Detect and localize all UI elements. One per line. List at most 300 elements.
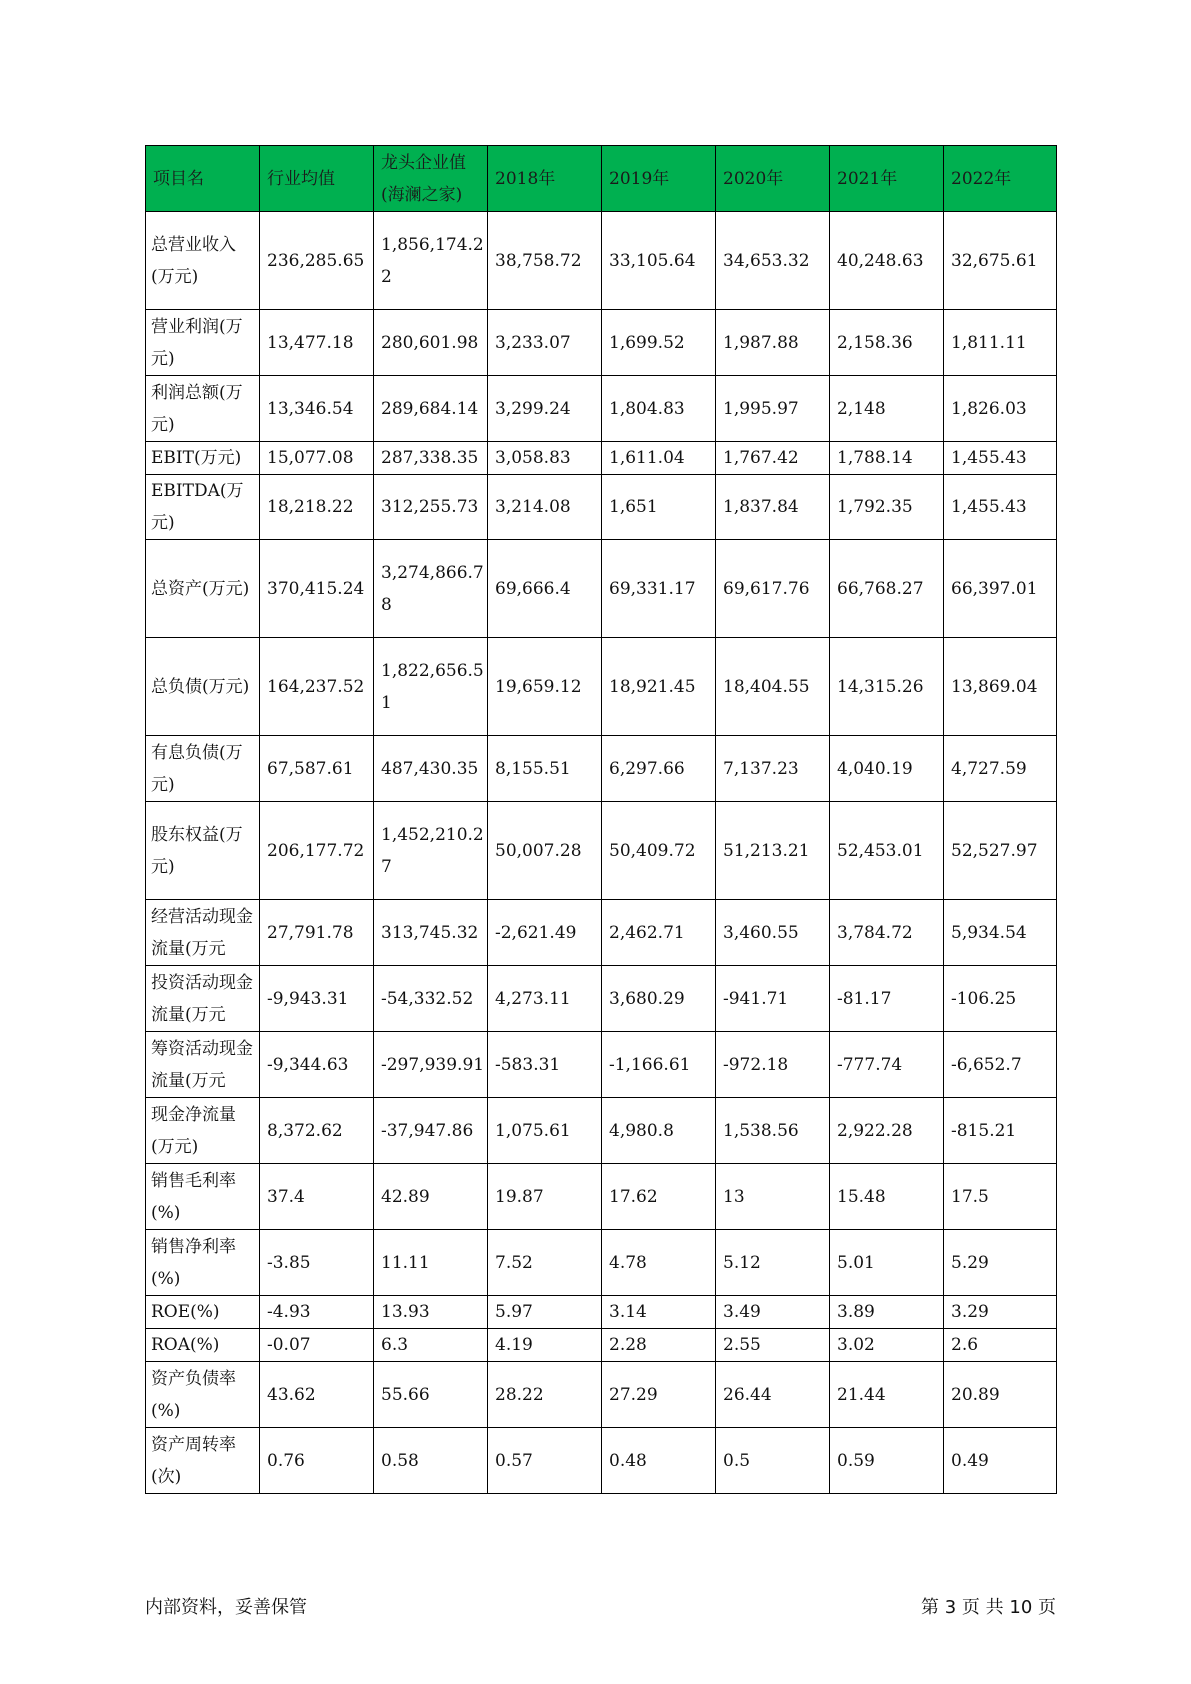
cell-value: -2,621.49	[495, 922, 577, 943]
value-cell	[488, 442, 602, 475]
value-cell	[716, 1230, 830, 1296]
value-cell	[488, 1428, 602, 1494]
row-label-cell	[146, 540, 260, 638]
value-cell	[488, 638, 602, 736]
value-cell	[374, 1362, 488, 1428]
cell-value: 2,148	[837, 398, 886, 419]
cell-value: 33,105.64	[609, 250, 696, 271]
value-cell	[716, 540, 830, 638]
cell-value: 0.49	[951, 1450, 989, 1471]
cell-value: 37.4	[267, 1186, 305, 1207]
cell-value: -972.18	[723, 1054, 789, 1075]
cell-value: 1,699.52	[609, 332, 685, 353]
cell-value: 0.5	[723, 1450, 751, 1471]
row-label-cell	[146, 1428, 260, 1494]
value-cell	[260, 212, 374, 310]
row-label-cell	[146, 900, 260, 966]
row-label-cell	[146, 310, 260, 376]
value-cell	[716, 310, 830, 376]
value-cell	[260, 1329, 374, 1362]
value-cell	[830, 900, 944, 966]
value-cell	[488, 310, 602, 376]
value-cell	[944, 1098, 1057, 1164]
cell-value: 1,826.03	[951, 398, 1027, 419]
cell-value: 0.59	[837, 1450, 875, 1471]
cell-value: 8,155.51	[495, 758, 571, 779]
row-label: 资产负债率(%)	[151, 1368, 236, 1421]
cell-value: 13,346.54	[267, 398, 354, 419]
cell-value: 40,248.63	[837, 250, 924, 271]
value-cell	[944, 1230, 1057, 1296]
table-row	[146, 1428, 1057, 1494]
cell-value: 1,837.84	[723, 497, 799, 517]
cell-value: 4,980.8	[609, 1120, 674, 1141]
value-cell	[716, 1032, 830, 1098]
value-cell	[260, 1296, 374, 1329]
cell-value: 2,158.36	[837, 332, 913, 353]
cell-value: 1,538.56	[723, 1120, 799, 1141]
row-label: 总资产(万元)	[151, 578, 250, 599]
cell-value: 1,822,656.51	[381, 660, 484, 713]
value-cell	[602, 1428, 716, 1494]
cell-value: 27,791.78	[267, 922, 354, 943]
cell-value: 312,255.73	[381, 497, 479, 517]
value-cell	[260, 1362, 374, 1428]
header-cell: 2022年	[944, 146, 1057, 212]
value-cell	[260, 1164, 374, 1230]
value-cell	[944, 638, 1057, 736]
row-label: 股东权益(万元)	[151, 824, 243, 877]
value-cell	[488, 1098, 602, 1164]
cell-value: 313,745.32	[381, 922, 479, 943]
cell-value: 69,617.76	[723, 578, 810, 599]
cell-value: 3.02	[837, 1335, 875, 1355]
cell-value: 4.19	[495, 1335, 533, 1355]
cell-value: 6.3	[381, 1335, 409, 1355]
value-cell	[488, 1329, 602, 1362]
value-cell	[602, 802, 716, 900]
table-row	[146, 442, 1057, 475]
table-row	[146, 212, 1057, 310]
cell-value: 2.55	[723, 1335, 761, 1355]
value-cell	[830, 1329, 944, 1362]
cell-value: 280,601.98	[381, 332, 479, 353]
value-cell	[830, 1164, 944, 1230]
row-label-cell	[146, 966, 260, 1032]
cell-value: -941.71	[723, 988, 789, 1009]
cell-value: 15.48	[837, 1186, 886, 1207]
value-cell	[260, 1428, 374, 1494]
value-cell	[488, 540, 602, 638]
row-label: 筹资活动现金流量(万元	[151, 1038, 253, 1091]
value-cell	[602, 540, 716, 638]
cell-value: 370,415.24	[267, 578, 365, 599]
table-row	[146, 475, 1057, 540]
cell-value: 1,767.42	[723, 448, 799, 468]
value-cell	[830, 1362, 944, 1428]
row-label: ROE(%)	[151, 1302, 220, 1322]
value-cell	[716, 638, 830, 736]
cell-value: 51,213.21	[723, 840, 810, 861]
cell-value: 1,792.35	[837, 497, 913, 517]
cell-value: 3,233.07	[495, 332, 571, 353]
cell-value: -297,939.91	[381, 1054, 485, 1075]
value-cell	[716, 900, 830, 966]
table-header-row	[146, 146, 1057, 212]
cell-value: -815.21	[951, 1120, 1017, 1141]
table-row	[146, 1032, 1057, 1098]
value-cell	[260, 1098, 374, 1164]
cell-value: 2,922.28	[837, 1120, 913, 1141]
row-label: 销售净利率(%)	[151, 1236, 236, 1289]
row-label: ROA(%)	[151, 1335, 220, 1355]
row-label-cell	[146, 1296, 260, 1329]
value-cell	[830, 966, 944, 1032]
value-cell	[716, 376, 830, 442]
value-cell	[716, 1428, 830, 1494]
cell-value: 1,856,174.22	[381, 234, 484, 287]
value-cell	[830, 540, 944, 638]
cell-value: 4,040.19	[837, 758, 913, 779]
value-cell	[602, 212, 716, 310]
value-cell	[830, 1098, 944, 1164]
cell-value: 3.29	[951, 1302, 989, 1322]
value-cell	[716, 802, 830, 900]
header-cell: 2020年	[716, 146, 830, 212]
value-cell	[716, 1362, 830, 1428]
cell-value: 19,659.12	[495, 676, 582, 697]
value-cell	[260, 310, 374, 376]
cell-value: 236,285.65	[267, 250, 365, 271]
value-cell	[716, 475, 830, 540]
value-cell	[488, 1296, 602, 1329]
cell-value: 34,653.32	[723, 250, 810, 271]
cell-value: 50,409.72	[609, 840, 696, 861]
value-cell	[374, 1230, 488, 1296]
value-cell	[488, 1230, 602, 1296]
value-cell	[488, 900, 602, 966]
table-row	[146, 1098, 1057, 1164]
cell-value: 55.66	[381, 1384, 430, 1405]
table-row	[146, 736, 1057, 802]
cell-value: 1,611.04	[609, 448, 685, 468]
value-cell	[488, 1032, 602, 1098]
row-label: 资产周转率(次)	[151, 1434, 236, 1487]
row-label-cell	[146, 1230, 260, 1296]
cell-value: 17.5	[951, 1186, 989, 1207]
cell-value: 4,273.11	[495, 988, 571, 1009]
cell-value: -37,947.86	[381, 1120, 474, 1141]
value-cell	[944, 736, 1057, 802]
cell-value: 8,372.62	[267, 1120, 343, 1141]
row-label-cell	[146, 442, 260, 475]
value-cell	[716, 1329, 830, 1362]
header-cell-text: 龙头企业值(海澜之家)	[381, 152, 466, 205]
value-cell	[830, 310, 944, 376]
value-cell	[716, 736, 830, 802]
value-cell	[260, 802, 374, 900]
header-cell: 2019年	[602, 146, 716, 212]
value-cell	[716, 1098, 830, 1164]
value-cell	[260, 442, 374, 475]
header-cell: 2018年	[488, 146, 602, 212]
value-cell	[602, 1329, 716, 1362]
value-cell	[374, 900, 488, 966]
cell-value: 287,338.35	[381, 448, 479, 468]
value-cell	[944, 1296, 1057, 1329]
table-row	[146, 802, 1057, 900]
cell-value: -81.17	[837, 988, 892, 1009]
header-cell	[374, 146, 488, 212]
value-cell	[488, 212, 602, 310]
row-label-cell	[146, 475, 260, 540]
value-cell	[944, 1329, 1057, 1362]
cell-value: 3,299.24	[495, 398, 571, 419]
value-cell	[488, 475, 602, 540]
table-row	[146, 1230, 1057, 1296]
row-label: 现金净流量(万元)	[151, 1104, 236, 1157]
value-cell	[944, 310, 1057, 376]
value-cell	[716, 966, 830, 1032]
value-cell	[716, 1296, 830, 1329]
cell-value: -3.85	[267, 1252, 311, 1273]
table-row	[146, 900, 1057, 966]
cell-value: 164,237.52	[267, 676, 365, 697]
table-row	[146, 966, 1057, 1032]
table-row	[146, 638, 1057, 736]
cell-value: 7.52	[495, 1252, 533, 1273]
value-cell	[374, 442, 488, 475]
value-cell	[374, 1329, 488, 1362]
value-cell	[374, 475, 488, 540]
cell-value: 50,007.28	[495, 840, 582, 861]
value-cell	[944, 376, 1057, 442]
value-cell	[944, 966, 1057, 1032]
cell-value: 14,315.26	[837, 676, 924, 697]
row-label: 营业利润(万元)	[151, 316, 243, 369]
cell-value: 19.87	[495, 1186, 544, 1207]
row-label: 销售毛利率(%)	[151, 1170, 236, 1223]
value-cell	[944, 1164, 1057, 1230]
cell-value: 1,811.11	[951, 332, 1027, 353]
value-cell	[602, 638, 716, 736]
cell-value: 4.78	[609, 1252, 647, 1273]
cell-value: 69,666.4	[495, 578, 571, 599]
value-cell	[374, 736, 488, 802]
cell-value: 2.28	[609, 1335, 647, 1355]
row-label: 利润总额(万元)	[151, 382, 243, 435]
row-label-cell	[146, 1164, 260, 1230]
cell-value: 18,921.45	[609, 676, 696, 697]
value-cell	[488, 736, 602, 802]
value-cell	[944, 900, 1057, 966]
row-label-cell	[146, 1329, 260, 1362]
value-cell	[488, 1164, 602, 1230]
cell-value: 1,455.43	[951, 448, 1027, 468]
value-cell	[944, 442, 1057, 475]
value-cell	[944, 475, 1057, 540]
header-cell: 项目名	[146, 146, 260, 212]
value-cell	[830, 475, 944, 540]
value-cell	[602, 376, 716, 442]
row-label-cell	[146, 376, 260, 442]
row-label: 投资活动现金流量(万元	[151, 972, 253, 1025]
financial-table	[145, 145, 1057, 1494]
value-cell	[260, 900, 374, 966]
value-cell	[260, 1032, 374, 1098]
cell-value: -9,943.31	[267, 988, 349, 1009]
cell-value: -6,652.7	[951, 1054, 1022, 1075]
cell-value: 52,453.01	[837, 840, 924, 861]
cell-value: 3,274,866.78	[381, 562, 484, 615]
row-label: EBIT(万元)	[151, 448, 242, 468]
row-label: 总营业收入(万元)	[151, 234, 236, 287]
table-row	[146, 1296, 1057, 1329]
cell-value: 0.58	[381, 1450, 419, 1471]
cell-value: 289,684.14	[381, 398, 479, 419]
row-label-cell	[146, 736, 260, 802]
cell-value: 3.89	[837, 1302, 875, 1322]
table-row	[146, 1329, 1057, 1362]
value-cell	[716, 1164, 830, 1230]
value-cell	[830, 1230, 944, 1296]
cell-value: 3.49	[723, 1302, 761, 1322]
cell-value: 6,297.66	[609, 758, 685, 779]
value-cell	[260, 376, 374, 442]
row-label-cell	[146, 1098, 260, 1164]
cell-value: 206,177.72	[267, 840, 365, 861]
cell-value: 32,675.61	[951, 250, 1038, 271]
cell-value: 28.22	[495, 1384, 544, 1405]
value-cell	[374, 1098, 488, 1164]
cell-value: -0.07	[267, 1335, 311, 1355]
cell-value: 3.14	[609, 1302, 647, 1322]
cell-value: 18,218.22	[267, 497, 354, 517]
value-cell	[602, 1230, 716, 1296]
value-cell	[260, 736, 374, 802]
cell-value: 0.76	[267, 1450, 305, 1471]
table-row	[146, 1362, 1057, 1428]
cell-value: 3,680.29	[609, 988, 685, 1009]
value-cell	[374, 540, 488, 638]
value-cell	[716, 442, 830, 475]
cell-value: 27.29	[609, 1384, 658, 1405]
cell-value: 69,331.17	[609, 578, 696, 599]
value-cell	[488, 966, 602, 1032]
value-cell	[602, 736, 716, 802]
value-cell	[260, 966, 374, 1032]
row-label: 经营活动现金流量(万元	[151, 906, 253, 959]
cell-value: 5.01	[837, 1252, 875, 1273]
footer-page-number: 第 3 页 共 10 页	[921, 1597, 1056, 1618]
value-cell	[830, 638, 944, 736]
footer-confidential-note: 内部资料，妥善保管	[145, 1597, 307, 1618]
value-cell	[830, 1032, 944, 1098]
value-cell	[602, 310, 716, 376]
cell-value: 3,784.72	[837, 922, 913, 943]
value-cell	[260, 638, 374, 736]
header-cell: 2021年	[830, 146, 944, 212]
cell-value: 1,987.88	[723, 332, 799, 353]
row-label: 总负债(万元)	[151, 676, 250, 697]
value-cell	[602, 900, 716, 966]
value-cell	[944, 1032, 1057, 1098]
value-cell	[944, 540, 1057, 638]
cell-value: 2.6	[951, 1335, 979, 1355]
table-row	[146, 1164, 1057, 1230]
cell-value: 3,214.08	[495, 497, 571, 517]
table-row	[146, 540, 1057, 638]
cell-value: 4,727.59	[951, 758, 1027, 779]
cell-value: 67,587.61	[267, 758, 354, 779]
value-cell	[830, 442, 944, 475]
cell-value: 7,137.23	[723, 758, 799, 779]
value-cell	[830, 802, 944, 900]
cell-value: 5,934.54	[951, 922, 1027, 943]
table-row	[146, 376, 1057, 442]
value-cell	[830, 212, 944, 310]
value-cell	[944, 212, 1057, 310]
cell-value: 1,788.14	[837, 448, 913, 468]
cell-value: 43.62	[267, 1384, 316, 1405]
value-cell	[260, 1230, 374, 1296]
value-cell	[830, 1296, 944, 1329]
cell-value: 17.62	[609, 1186, 658, 1207]
value-cell	[830, 1428, 944, 1494]
value-cell	[374, 1428, 488, 1494]
cell-value: 13	[723, 1186, 745, 1207]
value-cell	[374, 1032, 488, 1098]
value-cell	[602, 966, 716, 1032]
value-cell	[830, 376, 944, 442]
cell-value: 11.11	[381, 1252, 430, 1273]
cell-value: 15,077.08	[267, 448, 354, 468]
row-label: 有息负债(万元)	[151, 742, 243, 795]
cell-value: 20.89	[951, 1384, 1000, 1405]
cell-value: 487,430.35	[381, 758, 479, 779]
cell-value: 3,058.83	[495, 448, 571, 468]
value-cell	[602, 442, 716, 475]
header-cell: 行业均值	[260, 146, 374, 212]
row-label-cell	[146, 1362, 260, 1428]
cell-value: -583.31	[495, 1054, 561, 1075]
cell-value: 3,460.55	[723, 922, 799, 943]
row-label-cell	[146, 802, 260, 900]
cell-value: -106.25	[951, 988, 1017, 1009]
value-cell	[944, 1428, 1057, 1494]
cell-value: -1,166.61	[609, 1054, 691, 1075]
cell-value: 0.57	[495, 1450, 533, 1471]
value-cell	[374, 638, 488, 736]
row-label-cell	[146, 1032, 260, 1098]
value-cell	[602, 1032, 716, 1098]
value-cell	[374, 1164, 488, 1230]
cell-value: 1,075.61	[495, 1120, 571, 1141]
cell-value: 52,527.97	[951, 840, 1038, 861]
value-cell	[374, 212, 488, 310]
cell-value: -54,332.52	[381, 988, 474, 1009]
value-cell	[602, 475, 716, 540]
value-cell	[260, 540, 374, 638]
cell-value: -777.74	[837, 1054, 903, 1075]
cell-value: 1,804.83	[609, 398, 685, 419]
value-cell	[488, 802, 602, 900]
value-cell	[602, 1098, 716, 1164]
value-cell	[374, 966, 488, 1032]
value-cell	[260, 475, 374, 540]
row-label: EBITDA(万元)	[151, 481, 244, 533]
cell-value: -9,344.63	[267, 1054, 349, 1075]
